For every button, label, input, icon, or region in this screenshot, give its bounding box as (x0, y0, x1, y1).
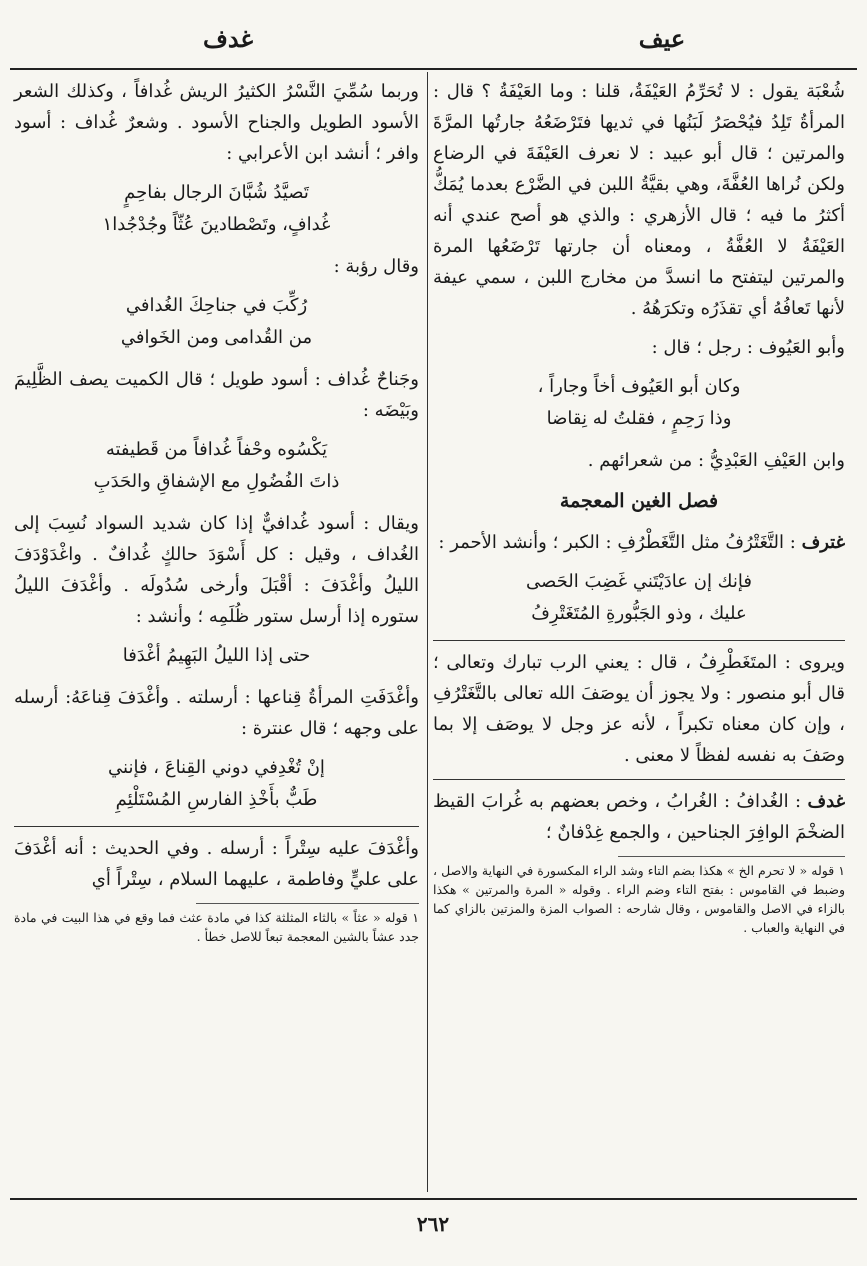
verse-line: يَكْسُوه وحْفاً غُدافاً من قَطيفته (105, 439, 328, 460)
right-column (433, 76, 845, 937)
paragraph: وابن العَيْفِ العَبْدِيُّ : من شعرائهم . (587, 450, 845, 471)
verse-line: تَصيَّدُ شُبَّانَ الرجال بفاحِمٍ (124, 182, 309, 203)
verse-line: طَبٌّ بأَخْذِ الفارسِ المُسْتَلْئِمِ (115, 789, 318, 810)
paragraph: ويروى : المتَغَطْرِفُ ، قال : يعني الرب تبارك وتعالى ؛ قال أبو منصور : ولا يجوز أن يوصَفَ الله تعالى بالتَّغَتْرُفِ ، وإن كان معناه تكبراً ، لأنه عز وجل لا يوصَف إلا بما وصَفَ به نفسه لفظاً لا معنى . (433, 652, 845, 766)
column-divider (427, 72, 428, 1192)
header-right-word: عيف (638, 24, 686, 53)
left-column (14, 76, 419, 946)
entry-ghadf (433, 786, 845, 848)
verse-line: ذاتَ الفُضُولِ مع الإشفاقِ والحَدَبِ (93, 471, 340, 492)
paragraph: وأغْدَفَتِ المرأةُ قِناعها : أرسلته . وأغْدَفَ قِناعَهُ: أرسله على وجهه ؛ قال عنترة : (14, 687, 419, 739)
entry-text: : التَّغَتْرُفُ مثل التَّغَطْرُفِ : الكبر ؛ وأنشد الأحمر : (438, 532, 802, 553)
paragraph: شُعْبَة يقول : لا تُحَرِّمُ العَيْفَةُ، قلنا : وما العَيْفَةُ ؟ قال : المرأةُ تَلِدُ فيُحْصَرُ لَبَنُها في ثديها فتَرْضَعُهُ جارتُها المرَّةَ والمرتين ؛ قال أبو عبيد : لا نعرف العَيْفَةَ في الرضاع ولكن نُراها العُفَّةَ، وهي بقيَّةُ اللبن في الضَّرْع بعدما يُمَكُّ أكثرُ ما فيه ؛ قال الأزهري : والذي هو أصح عندي أنه العَيْفَةُ لا العُفَّةُ ، ومعناه أن جارتها تَرْضَعُها المرة والمرتين ليتفتح ما انسدَّ من مخارج اللبن ، سمي عيفة لأنها تَعافُهُ أي تقذَرُه وتكرَهُهُ . (433, 81, 845, 319)
entry-headword: غدف (807, 791, 845, 812)
entry-headword: غترف (801, 532, 845, 553)
entry-text: : الغُدافُ : الغُرابُ ، وخص بعضهم به غُرابَ القيظ الضخْمَ الوافِرَ الجناحين ، والجمع غِدْفانٌ ؛ (433, 791, 845, 843)
paragraph: وأبو العَيُوف : رجل ؛ قال : (651, 337, 845, 358)
footnote: ١ قوله « لا تحرم الخ » هكذا بضم التاء وشد الراء المكسورة في النهاية والاصل ، وضبط في القاموس : بفتح التاء وضم الراء . وقوله « المرة والمرتين » هكذا بالزاء في الاصل والقاموس ، وقال شارحه : الصواب المزة والمزتين بالزاي كما في النهاية والعباب . (433, 863, 845, 935)
paragraph: وأغْدَفَ عليه سِتْراً : أرسله . وفي الحديث : أنه أغْدَفَ على عليٍّ وفاطمة ، عليهما السلام ، سِتْراً أي (14, 838, 419, 890)
verse (14, 290, 419, 354)
page-number: ٢٦٢ (416, 1212, 450, 1236)
paragraph: وجَناحٌ غُداف : أسود طويل ؛ قال الكميت يصف الظَّلِيمَ وبَيْضَه : (14, 369, 419, 421)
entry-ghatrf (433, 527, 845, 558)
verse (433, 371, 845, 435)
verse-line: من القُدامى ومن الخَوافي (120, 327, 313, 348)
verse-line: رُكِّبَ في جناحِكَ الغُدافي (125, 295, 308, 316)
paragraph: وقال رؤبة : (333, 256, 419, 277)
verse-line: وكان أبو العَيُوف أخاً وجاراً ، (537, 376, 741, 397)
footnote: ١ قوله « عثاً » بالثاء المثلثة كذا في مادة عثث فما وقع في هذا البيت في مادة جدد عشاً بالشين المعجمة تبعاً للاصل خطأ . (14, 910, 419, 944)
verse (14, 640, 419, 672)
paragraph: وربما سُمِّيَ النَّسْرُ الكثيرُ الريش غُدافاً ، وكذلك الشعر الأسود الطويل والجناح الأسود . وشعرٌ غُداف : أسود وافر ؛ أنشد ابن الأعرابي : (14, 81, 419, 164)
top-rule (10, 68, 857, 70)
footnote-rule (618, 856, 845, 857)
divider (14, 826, 419, 827)
verse-line: إنْ تُغْدِفي دوني القِناعَ ، فإنني (108, 757, 325, 778)
verse-line: عليك ، وذو الجَبُّورةِ المُتَغَتْرِفُ (531, 603, 747, 624)
verse (433, 566, 845, 630)
verse-line: غُدافٍ، وتَصْطادينَ عُثّاً وجُدْجُدا١ (102, 214, 331, 235)
verse (14, 177, 419, 241)
verse-line: حتى إذا الليلُ البَهِيمُ أغْدَفا (122, 645, 311, 666)
verse (14, 752, 419, 816)
header-left-word: غدف (202, 24, 254, 53)
section-title: فصل الغين المعجمة (559, 490, 719, 512)
bottom-rule (10, 1198, 857, 1200)
verse-line: فإنك إن عادَيْتَني غَضِبَ الحَصى (526, 571, 752, 592)
paragraph: ويقال : أسود غُدافيٌّ إذا كان شديد السواد نُسِبَ إلى الغُداف ، وقيل : كل أَسْوَدَ حالكٍ غُدافٌ . واغْدَوْدَفَ الليلُ وأغْدَفَ : أقْبَلَ وأرخى سُدُولَه . وأغْدَفَ الليلُ ستوره إذا أرسل ستور ظُلَمِه ؛ وأنشد : (14, 513, 419, 627)
verse (14, 434, 419, 498)
verse-line: وذا رَحِمٍ ، فقلتُ له نِقاضا (546, 408, 732, 429)
footnote-rule (196, 903, 419, 904)
divider (433, 779, 845, 780)
divider (433, 640, 845, 641)
